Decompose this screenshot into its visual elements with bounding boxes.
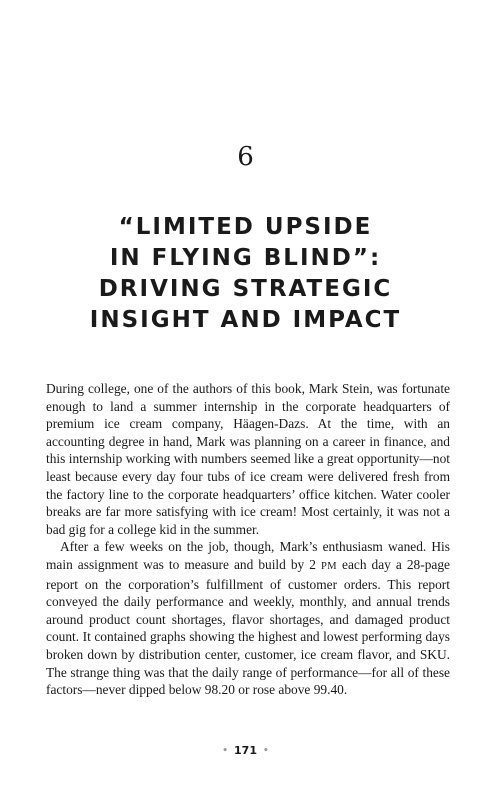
chapter-title-line: IN FLYING BLIND”: — [109, 245, 382, 271]
chapter-title-line: INSIGHT AND IMPACT — [89, 307, 402, 333]
paragraph-2 — [46, 538, 450, 698]
page-footer — [0, 744, 491, 758]
chapter-number: 6 — [237, 142, 254, 172]
body-text — [46, 380, 450, 699]
time-pm: PM — [321, 560, 337, 572]
chapter-title-line: DRIVING STRATEGIC — [98, 276, 393, 302]
paragraph-2-start: After a few weeks on the job, though, Mark’s enthusiasm waned. His main assignment was to measure and build by 2 — [46, 539, 450, 572]
page-number: 171 — [234, 744, 257, 757]
paragraph-1: During college, one of the authors of this book, Mark Stein, was fortunate enough to land a summer internship in the corporate headquarters of premium ice cream company, Häagen-Dazs. At the time, with an accounting degree in hand, Mark was planning on a career in finance, and this internship working with numbers seemed like a great opportunity—not least because every day four tubs of ice cream were delivered fresh from the factory line to the corporate headquarters’ office kitchen. Water cooler breaks are far more satisfying with ice cream! Most certainly, it was not a bad gig for a college kid in the summer. — [46, 381, 450, 537]
paragraph-2-rest: each day a 28-page report on the corporation’s fulfillment of customer orders. This report conveyed the daily performance and weekly, monthly, and annual trends around product count shortages, flavor shortages, and damaged product count. It contained graphs showing the highest and lowest performing days broken down by distribution center, customer, ice cream flavor, and SKU. The strange thing was that the daily range of performance—for all of these factors—never dipped below 98.20 or rose above 99.40. — [46, 556, 450, 698]
bullet-icon: • — [222, 746, 229, 756]
chapter-title — [0, 212, 491, 336]
chapter-title-line: “LIMITED UPSIDE — [118, 214, 373, 240]
bullet-icon: • — [262, 746, 269, 756]
